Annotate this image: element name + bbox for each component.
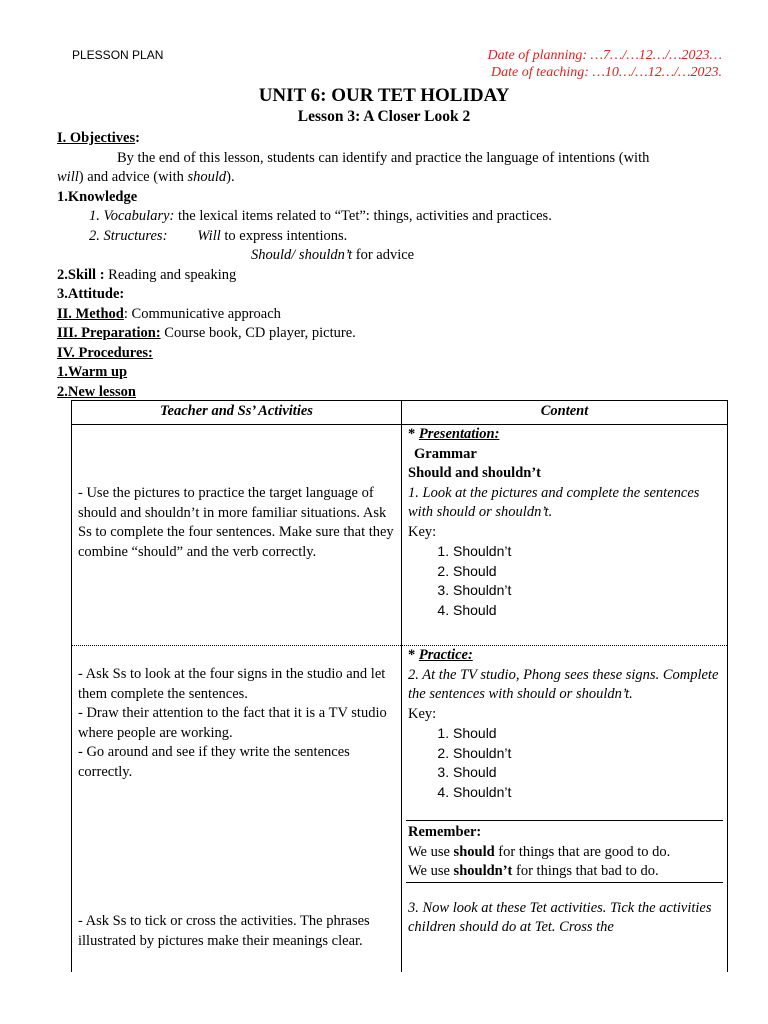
remember-box <box>408 823 721 882</box>
col-activities-header: Teacher and Ss’ Activities <box>72 401 402 425</box>
structures-line: 2. Structures: Will to express intentions. <box>89 227 348 244</box>
list-item: 3. Shouldn’t <box>453 581 721 601</box>
objectives-intro: By the end of this lesson, students can identify and practice the language of intentions (with <box>117 149 650 166</box>
content-cell <box>402 646 728 973</box>
activities-cell <box>72 646 402 973</box>
key-list <box>408 542 721 620</box>
dates-block <box>487 47 722 81</box>
list-item: 2. Should <box>453 562 721 582</box>
grammar-label: Grammar <box>414 445 477 462</box>
activity-text: - Go around and see if they write the sentences correctly. <box>78 744 350 780</box>
unit-title: UNIT 6: OUR TET HOLIDAY <box>258 85 510 106</box>
key-list <box>408 724 721 802</box>
section-presentation: * Presentation: <box>408 426 500 442</box>
activities-cell <box>72 425 402 646</box>
objectives-heading: I. Objectives: <box>57 130 140 146</box>
table-header-row <box>72 401 728 425</box>
list-item: 1. Shouldn’t <box>453 542 721 562</box>
list-item: 1. Should <box>453 724 721 744</box>
procedure-table <box>71 400 728 972</box>
date-of-teaching: Date of teaching: …10…/…12…/…2023. <box>491 65 722 80</box>
activity-text: - Use the pictures to practice the target language of should and shouldn’t in more familiar situations. Ask Ss to complete the four sentences. Make sure that they combine “should” and the verb correctly. <box>78 485 394 560</box>
key-label: Key: <box>408 705 437 722</box>
procedures-heading: IV. Procedures: <box>57 344 153 361</box>
structures-line-2: Should/ shouldn’t for advice <box>251 247 415 263</box>
list-item: 4. Shouldn’t <box>453 783 721 803</box>
list-item: 2. Shouldn’t <box>453 744 721 764</box>
content-cell <box>402 425 728 646</box>
activity-text: - Ask Ss to tick or cross the activities. The phrases illustrated by pictures make their meanings clear. <box>78 913 370 949</box>
lesson-body <box>57 129 727 402</box>
col-content-header: Content <box>402 401 728 425</box>
remember-shouldnt: We use shouldn’t for things that bad to do. <box>408 863 659 879</box>
table-row <box>72 425 728 646</box>
lesson-title: Lesson 3: A Closer Look 2 <box>297 108 471 125</box>
date-of-planning: Date of planning: …7…/…12…/…2023… <box>487 48 722 63</box>
section-practice: * Practice: <box>408 647 473 663</box>
newlesson-heading: 2.New lesson <box>57 383 136 400</box>
skill-line: 2.Skill : Reading and speaking <box>57 266 237 283</box>
table-row <box>72 646 728 973</box>
vocabulary-line: 1. Vocabulary: the lexical items related to “Tet”: things, activities and practices. <box>89 208 552 224</box>
warmup-heading: 1.Warm up <box>57 364 128 380</box>
document-label: PLESSON PLAN <box>72 48 164 62</box>
method-line: II. Method: Communicative approach <box>57 305 281 322</box>
list-item: 4. Should <box>453 601 721 621</box>
objectives-intro-cont: will) and advice (with should). <box>57 169 235 185</box>
grammar-topic: Should and shouldn’t <box>408 465 541 481</box>
task-3: 3. Now look at these Tet activities. Tick the activities children should do at Tet. Cross the <box>408 899 712 935</box>
task-2: 2. At the TV studio, Phong sees these signs. Complete the sentences with should or shouldn’t. <box>408 666 719 702</box>
knowledge-heading: 1.Knowledge <box>57 188 138 205</box>
preparation-line: III. Preparation: Course book, CD player, picture. <box>57 325 356 341</box>
divider <box>406 820 723 821</box>
list-item: 3. Should <box>453 763 721 783</box>
key-label: Key: <box>408 523 437 540</box>
activity-text: - Ask Ss to look at the four signs in the studio and let them complete the sentences. <box>78 666 386 702</box>
remember-should: We use should for things that are good to do. <box>408 843 671 860</box>
remember-label: Remember: <box>408 824 482 840</box>
activity-text: - Draw their attention to the fact that it is a TV studio where people are working. <box>78 705 387 741</box>
attitude-heading: 3.Attitude: <box>57 286 125 302</box>
task-1: 1. Look at the pictures and complete the sentences with should or shouldn’t. <box>408 484 700 520</box>
